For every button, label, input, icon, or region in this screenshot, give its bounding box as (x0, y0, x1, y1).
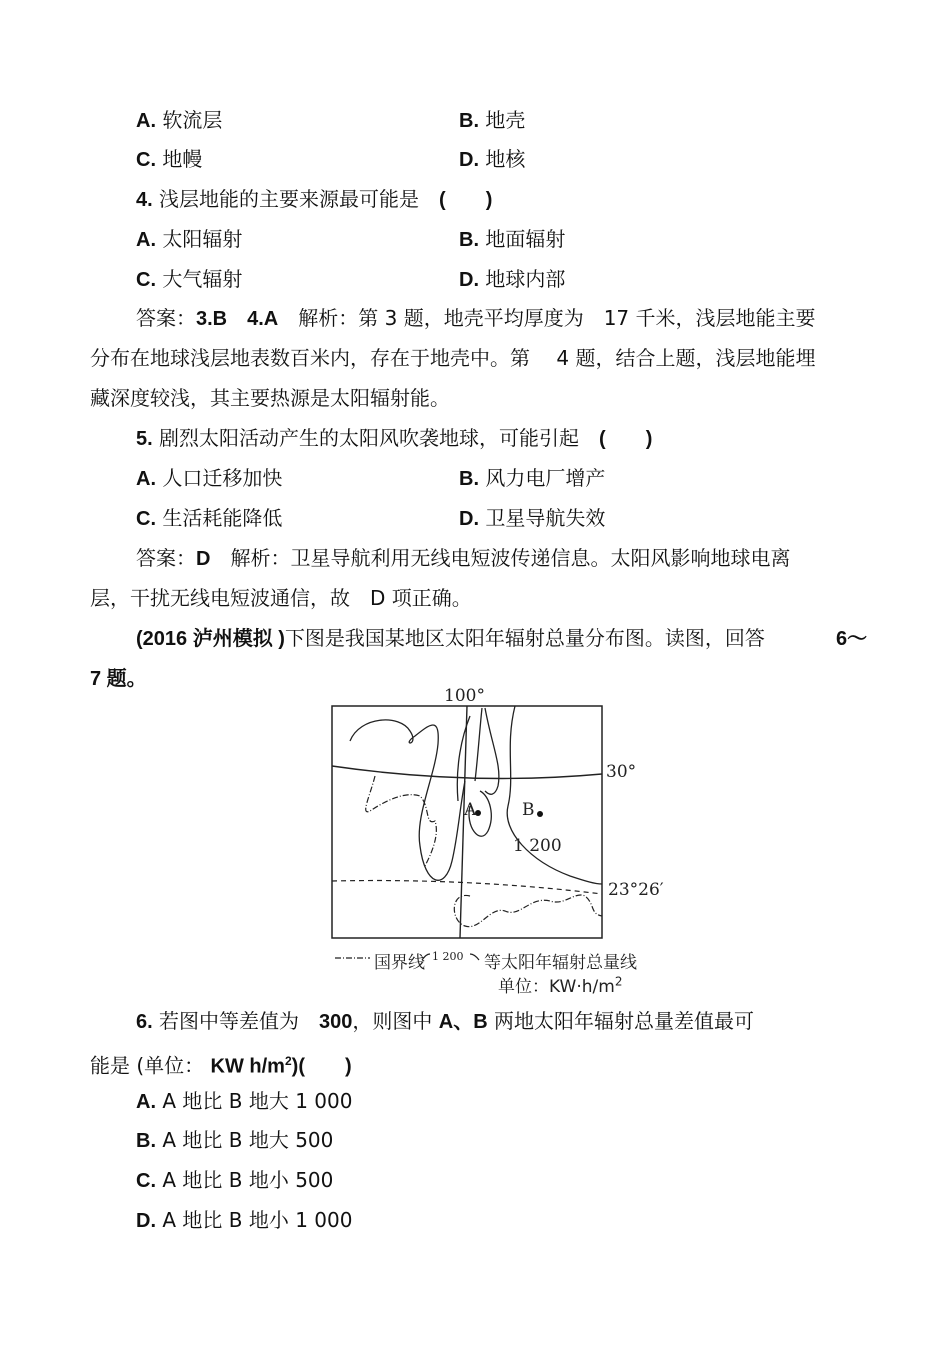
q3-option-c: C. 地幔 (136, 147, 203, 171)
q6-option-a: A. A 地比 B 地大 1 000 (136, 1089, 353, 1113)
q3-option-d: D. 地核 (459, 147, 526, 171)
q6-option-b: B. A 地比 B 地大 500 (136, 1128, 334, 1152)
answer-3-4-line3: 藏深度较浅，其主要热源是太阳辐射能。 (90, 386, 450, 410)
tropic-label: 23°26′ (608, 880, 664, 900)
q5-option-b: B. 风力电厂增产 (459, 466, 606, 490)
legend-iso-num: 1 200 (432, 950, 464, 963)
unit-label: 单位：$KW\cdot h/m^2$ (498, 974, 623, 997)
q4-option-c: C. 大气辐射 (136, 267, 243, 291)
point-b-label: B (522, 800, 535, 820)
intro-line2: 7 题。 (90, 668, 147, 690)
intro-line1: (2016 泸州模拟 )下图是我国某地区太阳年辐射总量分布图。读图，回答 (136, 626, 765, 650)
q4-option-a: A. 太阳辐射 (136, 227, 243, 251)
intro-line1-end: 6～ (836, 628, 868, 650)
legend-iso-text: 等太阳年辐射总量线 (484, 953, 637, 973)
q5-option-d: D. 卫星导航失效 (459, 506, 606, 530)
q6-stem-line2: 能是 (单位： KW $h/m^2$)( ) (90, 1053, 352, 1078)
q3-option-a: A. 软流层 (136, 108, 223, 132)
q5-option-c: C. 生活耗能降低 (136, 506, 283, 530)
q6-option-d: D. A 地比 B 地小 1 000 (136, 1208, 353, 1232)
point-a-label: A (464, 800, 477, 820)
q3-option-b: B. 地壳 (459, 108, 526, 132)
q5-stem: 5. 剧烈太阳活动产生的太阳风吹袭地球，可能引起 ( ) (136, 426, 653, 450)
q5-option-a: A. 人口迁移加快 (136, 466, 283, 490)
q6-option-c: C. A 地比 B 地小 500 (136, 1168, 334, 1192)
solar-radiation-map (330, 686, 680, 996)
answer-3-4-line1: 答案：3.B 4.A 解析：第 3 题，地壳平均厚度为 17 千米，浅层地能主要 (136, 306, 816, 330)
q4-option-d: D. 地球内部 (459, 267, 566, 291)
legend-border-label: 国界线 (374, 953, 425, 973)
q6-stem-line1: 6. 若图中等差值为 300，则图中 A、B 两地太阳年辐射总量差值最可 (136, 1009, 755, 1033)
answer-3-4-line2: 分布在地球浅层地表数百米内，存在于地壳中。第 4 题，结合上题，浅层地能埋 (90, 346, 816, 370)
longitude-label: 100° (444, 686, 485, 706)
q4-option-b: B. 地面辐射 (459, 227, 566, 251)
answer-5-line2: 层，干扰无线电短波通信，故 D 项正确。 (90, 586, 472, 610)
latitude-30-label: 30° (606, 762, 637, 782)
answer-5-line1: 答案：D 解析：卫星导航利用无线电短波传递信息。太阳风影响地球电离 (136, 546, 791, 570)
q4-stem: 4. 浅层地能的主要来源最可能是 ( ) (136, 187, 493, 211)
isoline-label: 1 200 (513, 836, 562, 856)
